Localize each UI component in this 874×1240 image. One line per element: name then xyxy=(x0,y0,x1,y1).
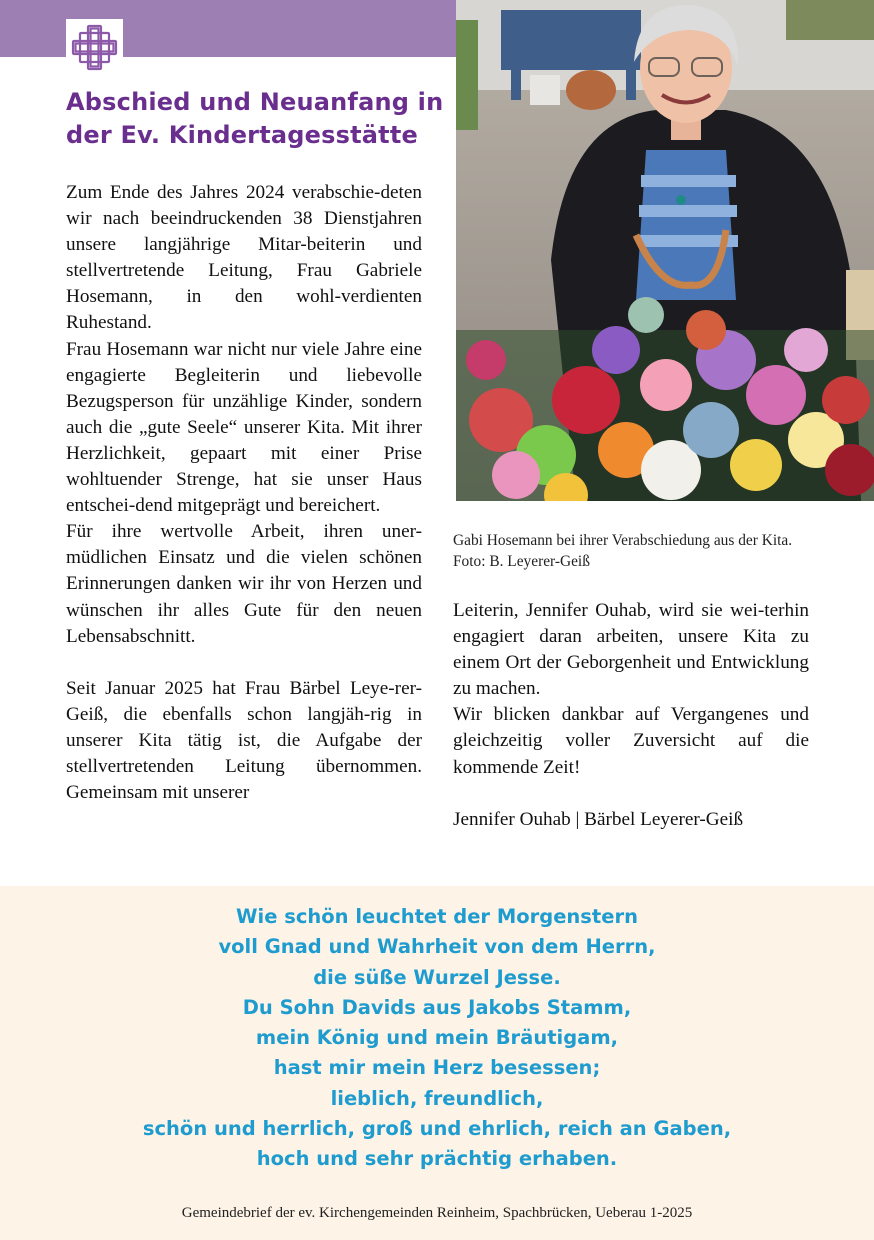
verse-line: schön und herrlich, groß und ehrlich, reich an Gaben, xyxy=(142,1117,732,1141)
church-cross-logo-icon xyxy=(70,23,119,72)
article-paragraph: Seit Januar 2025 hat Frau Bärbel Leye-rer-Geiß, die ebenfalls schon langjäh-rig in unserer Kita tätig ist, die Aufgabe der stellvertretenden Leitung übernommen. Gemeinsam mit unserer xyxy=(66,677,422,804)
article-right-column xyxy=(453,598,809,833)
title-line-2: der Ev. Kindertagesstätte xyxy=(66,121,418,149)
verse-line: die süße Wurzel Jesse. xyxy=(313,965,561,989)
photo-caption: Gabi Hosemann bei ihrer Verabschiedung aus der Kita. Foto: B. Leyerer-Geiß xyxy=(453,532,793,570)
verse-line: hast mir mein Herz besessen; xyxy=(273,1056,601,1080)
farewell-photo xyxy=(456,0,874,501)
page-title xyxy=(66,86,446,152)
verse-line: hoch und sehr prächtig erhaben. xyxy=(256,1147,618,1171)
photo-illustration xyxy=(456,0,874,501)
hymn-verse xyxy=(0,902,874,1175)
article-signature: Jennifer Ouhab | Bärbel Leyerer-Geiß xyxy=(453,808,744,830)
page-footer: Gemeindebrief der ev. Kirchengemeinden Reinheim, Spachbrücken, Ueberau 1-2025 xyxy=(181,1205,693,1221)
verse-line: Wie schön leuchtet der Morgenstern xyxy=(236,905,638,928)
article-paragraph: Zum Ende des Jahres 2024 verabschie-deten wir nach beeindruckenden 38 Dienstjahren unsere langjährige Mitar-beiterin und stellvertretende Leitung, Frau Gabriele Hosemann, in den wohl-verdienten Ruhestand. xyxy=(66,182,422,334)
article-left-column xyxy=(66,180,422,806)
verse-line: lieblich, freundlich, xyxy=(330,1086,544,1110)
article-paragraph: Wir blicken dankbar auf Vergangenes und gleichzeitig voller Zuversicht auf die kommende Zeit! xyxy=(453,704,809,778)
paragraph-gap xyxy=(453,781,809,807)
church-logo xyxy=(66,19,123,76)
paragraph-gap xyxy=(66,650,422,676)
title-line-1: Abschied und Neuanfang in xyxy=(66,88,444,116)
verse-line: Du Sohn Davids aus Jakobs Stamm, xyxy=(242,995,632,1019)
article-paragraph: Für ihre wertvolle Arbeit, ihren uner-müdlichen Einsatz und die vielen schönen Erinnerungen danken wir ihr von Herzen und wünschen ihr alles Gute für den neuen Lebensabschnitt. xyxy=(66,521,422,647)
verse-line: mein König und mein Bräutigam, xyxy=(255,1026,619,1050)
article-paragraph: Leiterin, Jennifer Ouhab, wird sie wei-terhin engagiert daran arbeiten, unsere Kita zu einem Ort der Geborgenheit und Entwicklung zu machen. xyxy=(453,600,809,700)
verse-line: voll Gnad und Wahrheit von dem Herrn, xyxy=(218,935,656,959)
article-paragraph: Frau Hosemann war nicht nur viele Jahre eine engagierte Begleiterin und liebevolle Bezugsperson für unzählige Kinder, sondern auch die „gute Seele“ unserer Kita. Mit ihrer Herzlichkeit, gepaart mit einer Prise wohltuender Strenge, hat sie unser Haus entschei-dend mitgeprägt und bereichert. xyxy=(66,338,422,517)
